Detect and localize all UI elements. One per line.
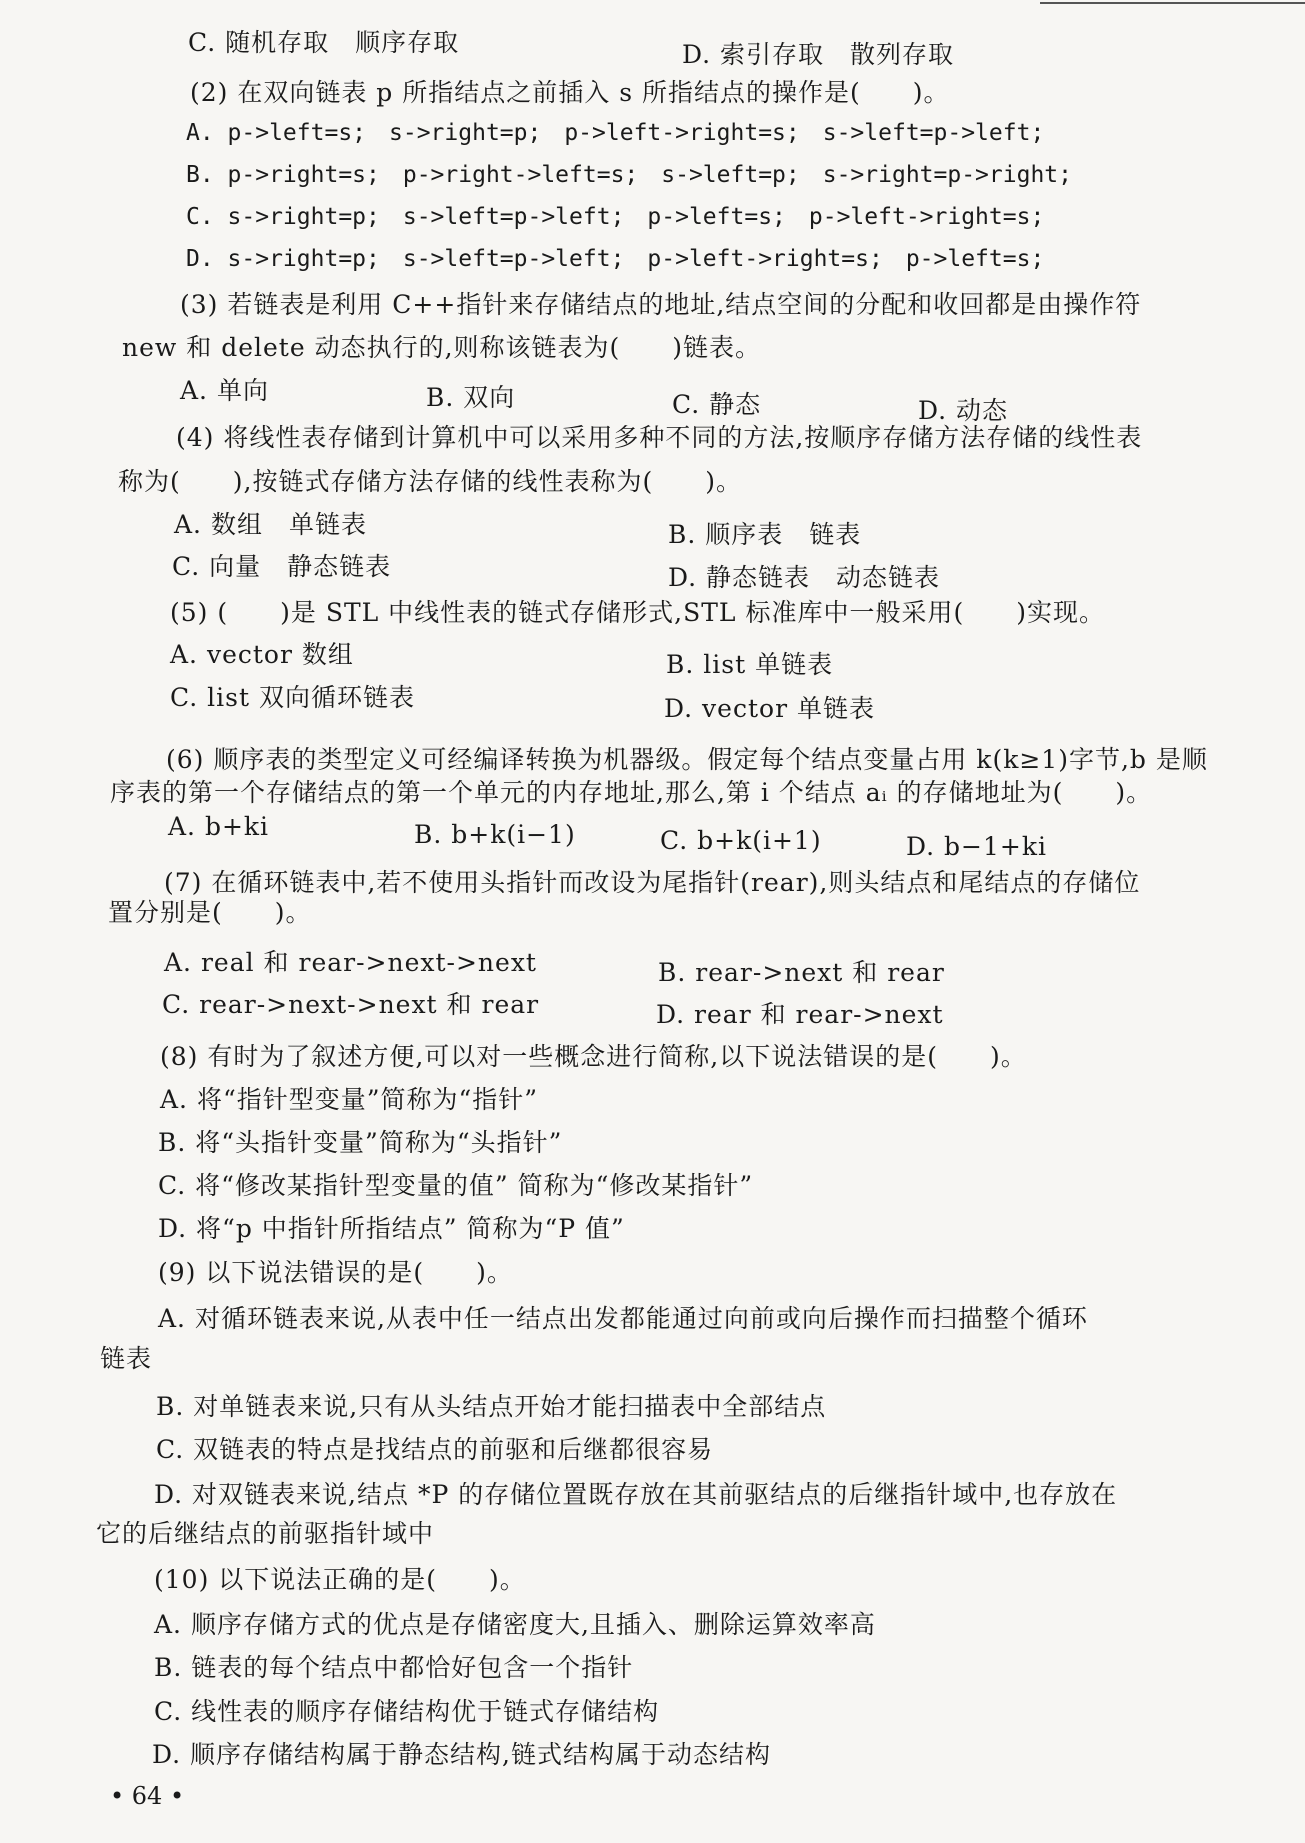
q4-option-b: B. 顺序表 链表 xyxy=(668,520,862,549)
q3-option-d: D. 动态 xyxy=(918,396,1009,425)
q9-option-c: C. 双链表的特点是找结点的前驱和后继都很容易 xyxy=(156,1435,714,1464)
q4-option-a: A. 数组 单链表 xyxy=(174,510,367,539)
q3-stem-line2: new 和 delete 动态执行的,则称该链表为( )链表。 xyxy=(122,333,762,362)
q8-option-b: B. 将“头指针变量”简称为“头指针” xyxy=(158,1128,563,1157)
q10-option-b: B. 链表的每个结点中都恰好包含一个指针 xyxy=(154,1653,634,1682)
q3-option-b: B. 双向 xyxy=(426,383,516,412)
q6-stem-line2: 序表的第一个存储结点的第一个单元的内存地址,那么,第 i 个结点 aᵢ 的存储地址为( )。 xyxy=(110,778,1153,807)
q3-option-a: A. 单向 xyxy=(180,376,269,405)
q8-option-d: D. 将“p 中指针所指结点” 简称为“P 值” xyxy=(158,1214,625,1243)
q2-option-b: B. p->right=s; p->right->left=s; s->left=p; s->right=p->right; xyxy=(186,162,1072,188)
q3-option-c: C. 静态 xyxy=(672,390,762,419)
q5-option-a: A. vector 数组 xyxy=(170,640,354,669)
q7-option-a: A. real 和 rear->next->next xyxy=(164,948,537,977)
q6-option-b: B. b+k(i−1) xyxy=(414,820,576,849)
q10-option-a: A. 顺序存储方式的优点是存储密度大,且插入、删除运算效率高 xyxy=(154,1610,876,1639)
q9-stem: (9) 以下说法错误的是( )。 xyxy=(158,1258,513,1287)
q10-stem: (10) 以下说法正确的是( )。 xyxy=(154,1565,526,1594)
q1-option-d: D. 索引存取 散列存取 xyxy=(682,40,955,69)
q7-option-d: D. rear 和 rear->next xyxy=(656,1000,944,1029)
q5-option-b: B. list 单链表 xyxy=(666,650,834,679)
q5-option-d: D. vector 单链表 xyxy=(664,694,875,723)
q2-stem: (2) 在双向链表 p 所指结点之前插入 s 所指结点的操作是( )。 xyxy=(190,78,950,107)
page-number: • 64 • xyxy=(110,1782,185,1810)
q4-stem-line2: 称为( ),按链式存储方法存储的线性表称为( )。 xyxy=(118,467,742,496)
q7-option-c: C. rear->next->next 和 rear xyxy=(162,990,540,1019)
q2-option-c: C. s->right=p; s->left=p->left; p->left=s; p->left->right=s; xyxy=(186,204,1045,230)
q6-option-d: D. b−1+ki xyxy=(906,832,1047,861)
q7-option-b: B. rear->next 和 rear xyxy=(658,958,945,987)
q2-option-d: D. s->right=p; s->left=p->left; p->left->right=s; p->left=s; xyxy=(186,246,1045,272)
q1-option-c: C. 随机存取 顺序存取 xyxy=(188,28,460,57)
q7-stem-line1: (7) 在循环链表中,若不使用头指针而改设为尾指针(rear),则头结点和尾结点的存储位 xyxy=(164,868,1141,897)
q4-option-d: D. 静态链表 动态链表 xyxy=(668,563,941,592)
q9-option-b: B. 对单链表来说,只有从头结点开始才能扫描表中全部结点 xyxy=(156,1392,827,1421)
q4-option-c: C. 向量 静态链表 xyxy=(172,552,392,581)
top-rule xyxy=(1040,2,1305,4)
q8-option-a: A. 将“指针型变量”简称为“指针” xyxy=(160,1085,539,1114)
q9-option-d-line2: 它的后继结点的前驱指针域中 xyxy=(96,1519,435,1548)
q2-option-a: A. p->left=s; s->right=p; p->left->right=s; s->left=p->left; xyxy=(186,120,1045,146)
q3-stem-line1: (3) 若链表是利用 C++指针来存储结点的地址,结点空间的分配和收回都是由操作符 xyxy=(180,290,1142,319)
q5-option-c: C. list 双向循环链表 xyxy=(170,683,415,712)
q8-stem: (8) 有时为了叙述方便,可以对一些概念进行简称,以下说法错误的是( )。 xyxy=(160,1042,1027,1071)
q4-stem-line1: (4) 将线性表存储到计算机中可以采用多种不同的方法,按顺序存储方法存储的线性表 xyxy=(176,423,1143,452)
q10-option-c: C. 线性表的顺序存储结构优于链式存储结构 xyxy=(154,1697,660,1726)
q7-stem-line2: 置分别是( )。 xyxy=(108,898,312,927)
q9-option-a-line2: 链表 xyxy=(100,1344,153,1373)
q6-option-a: A. b+ki xyxy=(168,812,270,841)
q6-stem-line1: (6) 顺序表的类型定义可经编译转换为机器级。假定每个结点变量占用 k(k≥1)字节,b 是顺 xyxy=(166,745,1208,774)
q6-option-c: C. b+k(i+1) xyxy=(660,826,822,855)
q10-option-d: D. 顺序存储结构属于静态结构,链式结构属于动态结构 xyxy=(152,1740,771,1769)
q9-option-a-line1: A. 对循环链表来说,从表中任一结点出发都能通过向前或向后操作而扫描整个循环 xyxy=(158,1304,1088,1333)
q5-stem: (5) ( )是 STL 中线性表的链式存储形式,STL 标准库中一般采用( )实现。 xyxy=(170,598,1105,627)
q9-option-d-line1: D. 对双链表来说,结点 *P 的存储位置既存放在其前驱结点的后继指针域中,也存放在 xyxy=(154,1480,1118,1509)
q8-option-c: C. 将“修改某指针型变量的值” 简称为“修改某指针” xyxy=(158,1171,754,1200)
